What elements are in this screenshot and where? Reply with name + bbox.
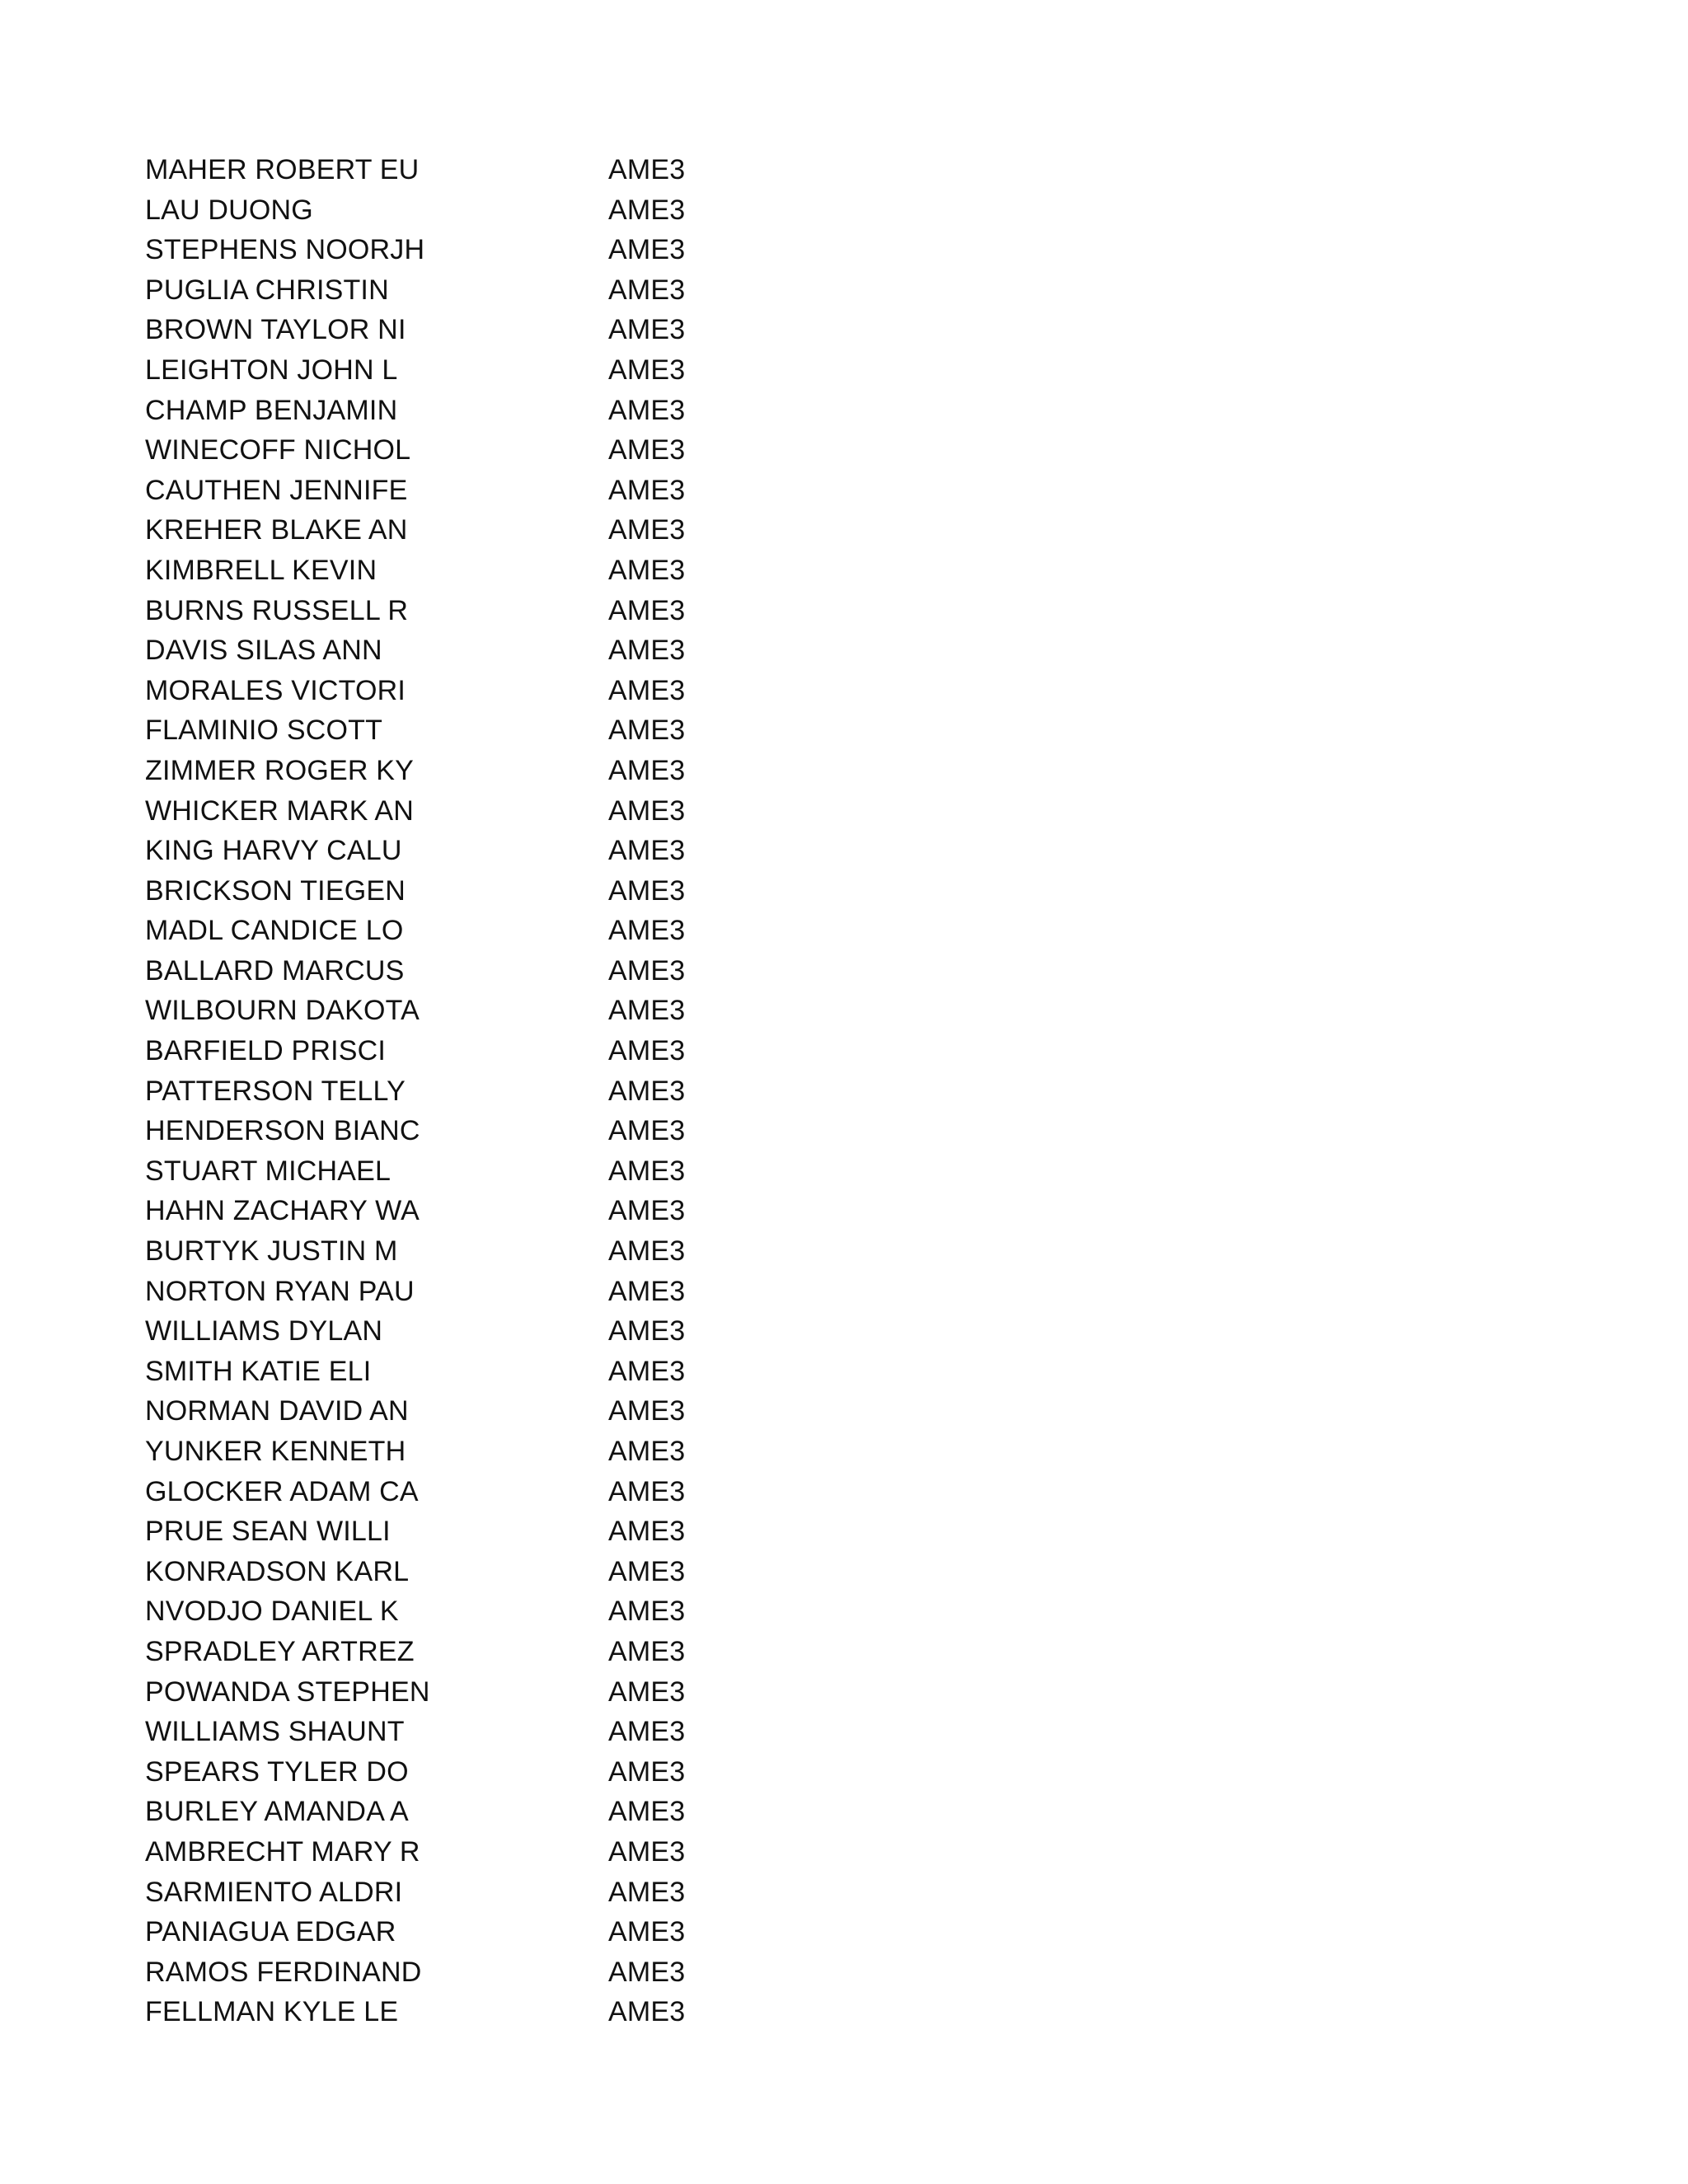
code-value: AME3	[608, 794, 686, 827]
list-item	[145, 1151, 969, 1192]
list-item	[145, 1432, 969, 1472]
person-name: CHAMP BENJAMIN	[145, 394, 398, 426]
person-name: WILLIAMS DYLAN	[145, 1315, 383, 1347]
code-value: AME3	[608, 674, 686, 706]
code-value: AME3	[608, 554, 686, 586]
list-item	[145, 1752, 969, 1793]
code-value: AME3	[608, 915, 686, 947]
person-name: WINECOFF NICHOL	[145, 434, 411, 466]
list-item	[145, 1511, 969, 1552]
person-name: BRICKSON TIEGEN	[145, 874, 406, 907]
list-item	[145, 1071, 969, 1112]
list-item	[145, 1872, 969, 1913]
code-value: AME3	[608, 835, 686, 867]
person-name: GLOCKER ADAM CA	[145, 1475, 419, 1507]
person-name: NVODJO DANIEL K	[145, 1596, 399, 1628]
list-item	[145, 831, 969, 871]
person-name: BURLEY AMANDA A	[145, 1796, 409, 1828]
list-item	[145, 911, 969, 951]
person-name: ZIMMER ROGER KY	[145, 754, 415, 786]
code-value: AME3	[608, 1315, 686, 1347]
code-value: AME3	[608, 1596, 686, 1628]
person-name: PRUE SEAN WILLI	[145, 1516, 391, 1548]
list-item	[145, 1832, 969, 1872]
person-name: HENDERSON BIANC	[145, 1115, 420, 1147]
code-value: AME3	[608, 434, 686, 466]
code-value: AME3	[608, 1716, 686, 1748]
person-name: PANIAGUA EDGAR	[145, 1916, 396, 1948]
person-name: AMBRECHT MARY R	[145, 1835, 420, 1868]
person-name: CAUTHEN JENNIFE	[145, 474, 408, 506]
list-item	[145, 1352, 969, 1392]
person-name: BARFIELD PRISCI	[145, 1035, 387, 1067]
code-value: AME3	[608, 314, 686, 346]
code-value: AME3	[608, 1355, 686, 1387]
list-item	[145, 1591, 969, 1632]
list-item	[145, 1231, 969, 1272]
code-value: AME3	[608, 1155, 686, 1187]
person-name: WILLIAMS SHAUNT	[145, 1716, 405, 1748]
person-name: WHICKER MARK AN	[145, 794, 415, 827]
list-item	[145, 630, 969, 671]
code-value: AME3	[608, 474, 686, 506]
list-item	[145, 270, 969, 311]
code-value: AME3	[608, 1275, 686, 1307]
code-value: AME3	[608, 1436, 686, 1467]
list-item	[145, 310, 969, 350]
code-value: AME3	[608, 1555, 686, 1587]
code-value: AME3	[608, 874, 686, 907]
code-value: AME3	[608, 1395, 686, 1427]
list-item	[145, 1912, 969, 1952]
person-name: KREHER BLAKE AN	[145, 514, 408, 546]
person-name: BURTYK JUSTIN M	[145, 1235, 398, 1268]
code-value: AME3	[608, 594, 686, 626]
list-item	[145, 471, 969, 511]
code-value: AME3	[608, 1115, 686, 1147]
code-value: AME3	[608, 1876, 686, 1908]
code-value: AME3	[608, 715, 686, 747]
code-value: AME3	[608, 1195, 686, 1227]
person-name: SPRADLEY ARTREZ	[145, 1635, 415, 1667]
list-item	[145, 1992, 969, 2032]
person-name: KONRADSON KARL	[145, 1555, 410, 1587]
list-item	[145, 1311, 969, 1352]
person-name: KING HARVY CALU	[145, 835, 402, 867]
person-name: BURNS RUSSELL R	[145, 594, 409, 626]
list-item	[145, 551, 969, 591]
person-name: BROWN TAYLOR NI	[145, 314, 406, 346]
code-value: AME3	[608, 635, 686, 667]
person-name: STEPHENS NOORJH	[145, 234, 425, 266]
list-item	[145, 1952, 969, 1993]
list-item	[145, 391, 969, 431]
code-value: AME3	[608, 1835, 686, 1868]
code-value: AME3	[608, 1675, 686, 1708]
person-name: MORALES VICTORI	[145, 674, 406, 706]
list-item	[145, 430, 969, 471]
code-value: AME3	[608, 354, 686, 386]
code-value: AME3	[608, 1755, 686, 1788]
list-item	[145, 991, 969, 1031]
list-item	[145, 1111, 969, 1151]
code-value: AME3	[608, 234, 686, 266]
list-item	[145, 710, 969, 751]
person-name: HAHN ZACHARY WA	[145, 1195, 420, 1227]
list-item	[145, 1472, 969, 1512]
code-value: AME3	[608, 1796, 686, 1828]
person-name: MAHER ROBERT EU	[145, 154, 420, 185]
code-value: AME3	[608, 754, 686, 786]
list-item	[145, 230, 969, 270]
person-name: YUNKER KENNETH	[145, 1436, 406, 1467]
person-name: SARMIENTO ALDRI	[145, 1876, 403, 1908]
roster-list	[145, 150, 969, 2032]
list-item	[145, 871, 969, 912]
list-item	[145, 671, 969, 711]
list-item	[145, 510, 969, 551]
person-name: SPEARS TYLER DO	[145, 1755, 409, 1788]
person-name: RAMOS FERDINAND	[145, 1956, 422, 1988]
person-name: BALLARD MARCUS	[145, 954, 405, 987]
person-name: NORTON RYAN PAU	[145, 1275, 415, 1307]
code-value: AME3	[608, 1635, 686, 1667]
person-name: KIMBRELL KEVIN	[145, 554, 377, 586]
list-item	[145, 1391, 969, 1432]
list-item	[145, 1552, 969, 1592]
list-item	[145, 951, 969, 991]
person-name: DAVIS SILAS ANN	[145, 635, 382, 667]
list-item	[145, 591, 969, 631]
list-item	[145, 791, 969, 832]
code-value: AME3	[608, 1075, 686, 1107]
code-value: AME3	[608, 1916, 686, 1948]
list-item	[145, 150, 969, 190]
code-value: AME3	[608, 1996, 686, 2028]
code-value: AME3	[608, 995, 686, 1027]
code-value: AME3	[608, 274, 686, 306]
person-name: STUART MICHAEL	[145, 1155, 392, 1187]
person-name: FLAMINIO SCOTT	[145, 715, 383, 747]
list-item	[145, 190, 969, 231]
person-name: LAU DUONG	[145, 194, 313, 226]
code-value: AME3	[608, 514, 686, 546]
code-value: AME3	[608, 1516, 686, 1548]
person-name: FELLMAN KYLE LE	[145, 1996, 399, 2028]
list-item	[145, 1632, 969, 1672]
person-name: PUGLIA CHRISTIN	[145, 274, 389, 306]
code-value: AME3	[608, 194, 686, 226]
person-name: LEIGHTON JOHN L	[145, 354, 398, 386]
code-value: AME3	[608, 1235, 686, 1268]
person-name: MADL CANDICE LO	[145, 915, 404, 947]
code-value: AME3	[608, 1956, 686, 1988]
list-item	[145, 1712, 969, 1752]
person-name: NORMAN DAVID AN	[145, 1395, 409, 1427]
person-name: PATTERSON TELLY	[145, 1075, 406, 1107]
code-value: AME3	[608, 394, 686, 426]
list-item	[145, 1191, 969, 1231]
list-item	[145, 751, 969, 791]
list-item	[145, 350, 969, 391]
person-name: WILBOURN DAKOTA	[145, 995, 420, 1027]
code-value: AME3	[608, 954, 686, 987]
list-item	[145, 1792, 969, 1832]
code-value: AME3	[608, 1035, 686, 1067]
list-item	[145, 1031, 969, 1071]
person-name: SMITH KATIE ELI	[145, 1355, 372, 1387]
list-item	[145, 1272, 969, 1312]
code-value: AME3	[608, 1475, 686, 1507]
person-name: POWANDA STEPHEN	[145, 1675, 430, 1708]
list-item	[145, 1672, 969, 1713]
code-value: AME3	[608, 154, 686, 185]
